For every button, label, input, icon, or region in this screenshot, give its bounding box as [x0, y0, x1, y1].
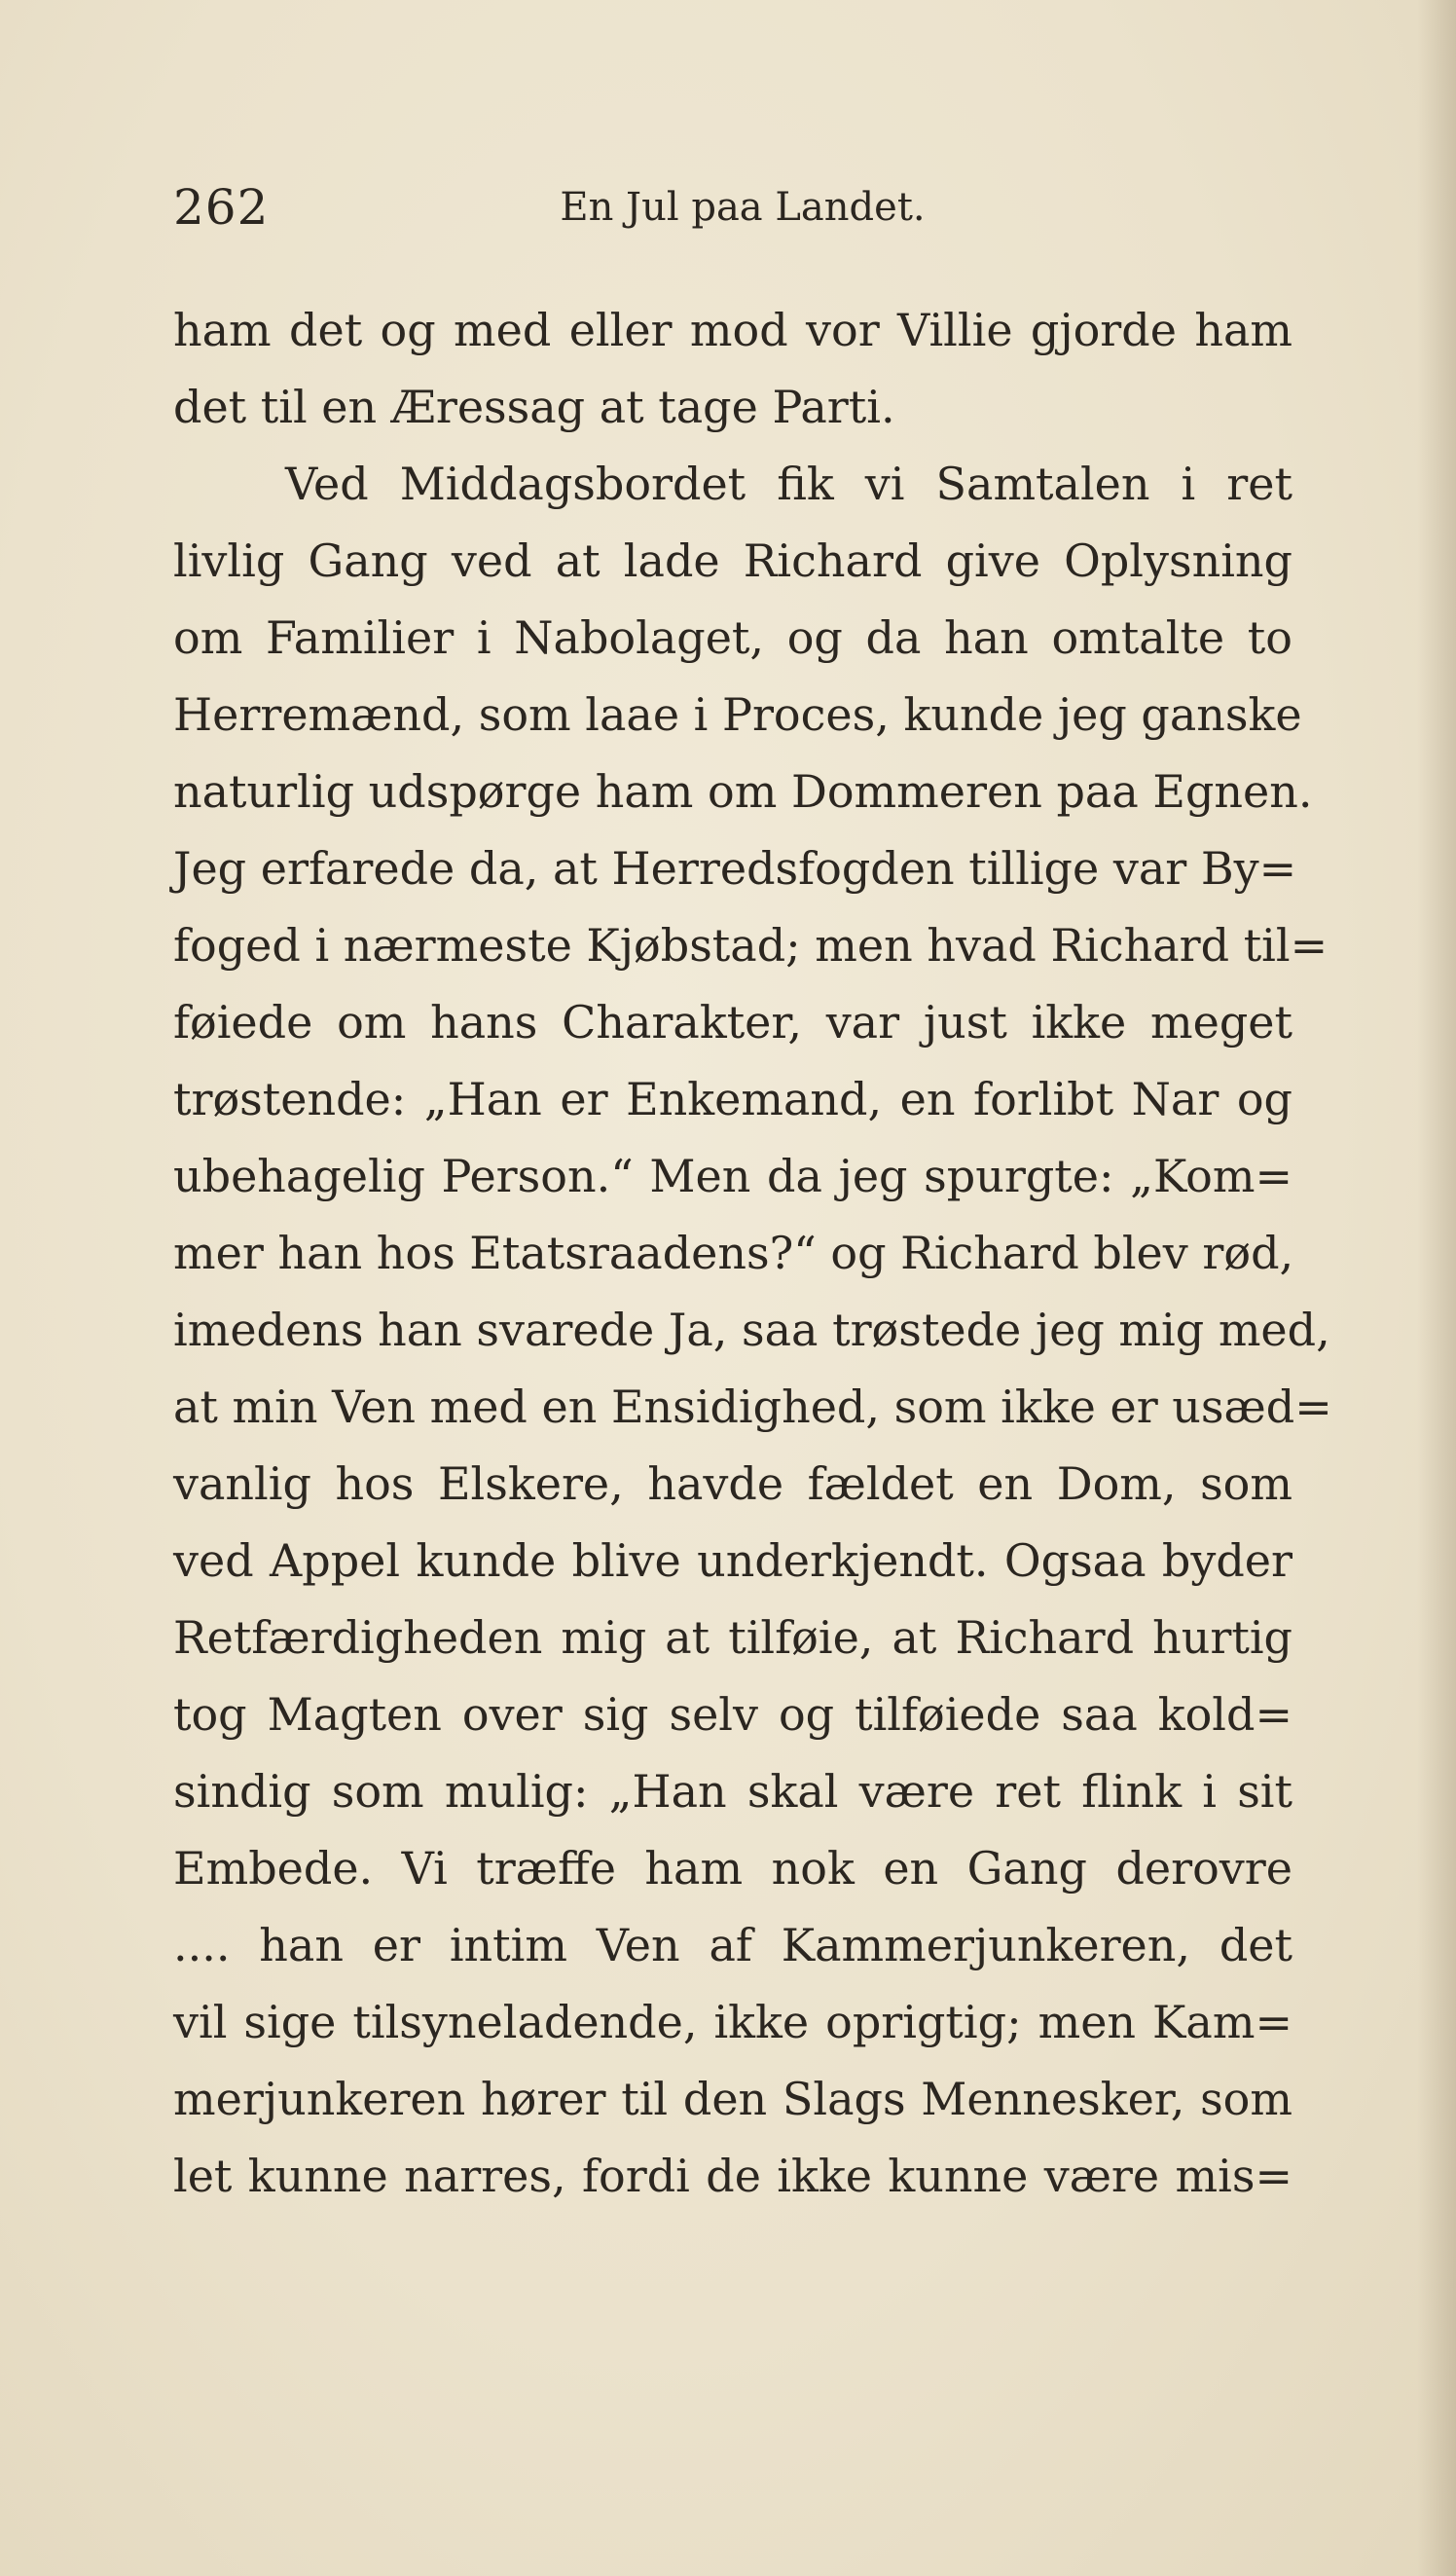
text-line: imedens han svarede Ja, saa trøstede jeg mig med, — [173, 1304, 1330, 1356]
text-line: let kunne narres, fordi de ikke kunne være mis= — [173, 2150, 1292, 2202]
text-line: merjunkeren hører til den Slags Mennesker, som — [173, 2073, 1292, 2125]
text-line: Jeg erfarede da, at Herredsfogden tillige var By= — [173, 842, 1297, 895]
text-line: naturlig udspørge ham om Dommeren paa Egnen. — [173, 765, 1313, 818]
text-line: mer han hos Etatsraadens?“ og Richard blev rød, — [173, 1227, 1294, 1279]
page-gutter-shadow — [1417, 0, 1456, 2576]
text-line: ham det og med eller mod vor Villie gjorde ham — [173, 304, 1292, 356]
text-line: vanlig hos Elskere, havde fældet en Dom, som — [173, 1457, 1292, 1510]
text-line: føiede om hans Charakter, var just ikke meget — [173, 996, 1292, 1049]
page-number: 262 — [173, 179, 270, 236]
text-line: foged i nærmeste Kjøbstad; men hvad Richard til= — [173, 919, 1329, 972]
running-title: En Jul paa Landet. — [560, 185, 926, 230]
text-line: Herremænd, som laae i Proces, kunde jeg ganske — [173, 688, 1302, 741]
text-line: livlig Gang ved at lade Richard give Oplysning — [173, 534, 1292, 587]
text-line: at min Ven med en Ensidighed, som ikke er usæd= — [173, 1380, 1332, 1433]
body-text — [173, 292, 1332, 2215]
text-line: ved Appel kunde blive underkjendt. Ogsaa byder — [173, 1534, 1292, 1587]
text-line: trøstende: „Han er Enkemand, en forlibt Nar og — [173, 1073, 1292, 1125]
text-line: om Familier i Nabolaget, og da han omtalte to — [173, 611, 1292, 664]
text-line: vil sige tilsyneladende, ikke oprigtig; men Kam= — [173, 1996, 1292, 2048]
text-line: det til en Æressag at tage Parti. — [173, 381, 895, 433]
text-line: ubehagelig Person.“ Men da jeg spurgte: „Kom= — [173, 1150, 1292, 1202]
page-header — [173, 173, 1292, 241]
text-line: tog Magten over sig selv og tilføiede saa kold= — [173, 1688, 1292, 1741]
text-line: Embede. Vi træffe ham nok en Gang derovre — [173, 1842, 1292, 1895]
paragraph-first-line: Ved Middagsbordet fik vi Samtalen i ret — [285, 458, 1292, 510]
text-line: sindig som mulig: „Han skal være ret flink i sit — [173, 1765, 1292, 1818]
text-line: Retfærdigheden mig at tilføie, at Richard hurtig — [173, 1611, 1292, 1664]
text-line: .... han er intim Ven af Kammerjunkeren, det — [173, 1919, 1292, 1971]
